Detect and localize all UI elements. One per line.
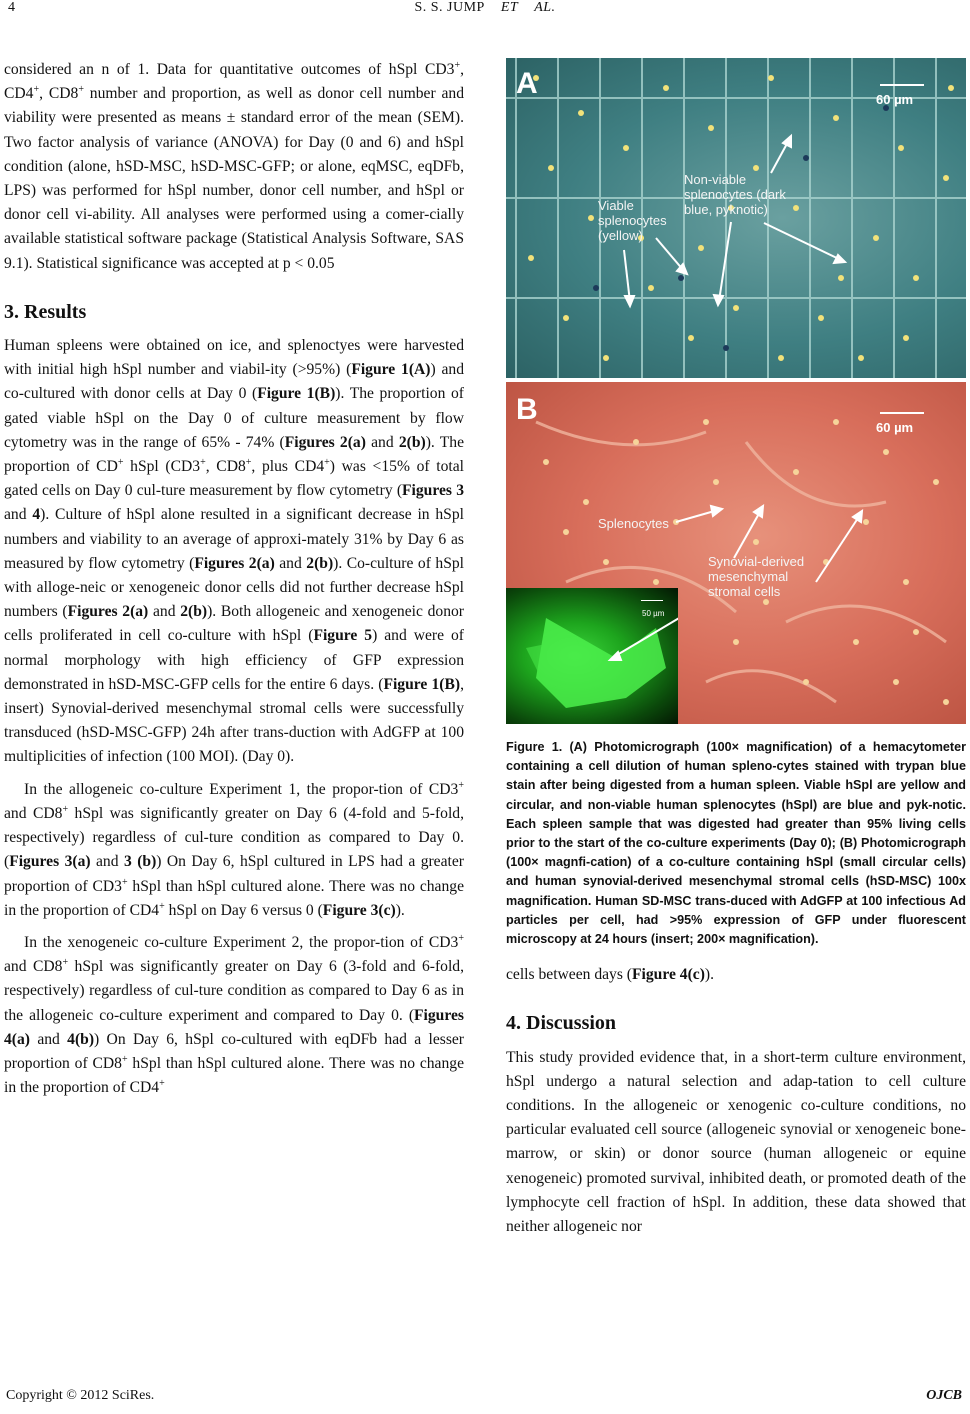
scale-label-a: 60 µm (876, 92, 914, 107)
journal-abbrev: OJCB (926, 1388, 962, 1403)
paragraph-results-3: In the xenogeneic co-culture Experiment 2, the propor-tion of CD3+ and CD8+ hSpl was significantly greater on Day 6 (3-fold and 6-fold, respectively) regardless of cul-ture condition as compared to Day 6 as in the allogeneic co-culture experiment and compared to Day 0. (Figures 4(a) and 4(b)) On Day 6, hSpl co-cultured with eqDFb had a lesser proportion of CD8+ hSpl than hSpl cultured alone. There was no change in the proportion of CD4+ (4, 932, 465, 1097)
panel-label-a: A (516, 67, 538, 100)
page-header (0, 0, 970, 22)
right-column (506, 58, 966, 1239)
scale-bar-b (880, 412, 924, 414)
paragraph-discussion: This study provided evidence that, in a short-term culture environment, hSpl undergo a natural selection and adap-tation to cell culture conditions. In the allogeneic or xenogenic co-culture conditions, no particular evaluated cell source (allogeneic synovial or xenogeneic bone-marrow, or skin) or donor source (human allogeneic or equine xenogeneic) promoted survival, inhibited death, or promoted death of the lymphocyte cell fraction of hSpl. In addition, these data showed that neither allogeneic nor (506, 1048, 966, 1236)
figure-1 (506, 58, 966, 724)
paragraph-results-1: Human spleens were obtained on ice, and splenoctyes were harvested with initial high hSpl number and viabil-ity (>95%) (Figure 1(A)) and co-cultured with donor cells at Day 0 (Figure 1(B)). The proportion of gated viable hSpl on the Day 0 of culture measurement by flow cytometry was in the range of 65% - 74% (Figures 2(a) and 2(b)). The proportion of CD+ hSpl (CD3+, CD8+, plus CD4+) was <15% of total gated cells on Day 0 cul-ture measurement by flow cytometry (Figures 3 and 4). Culture of hSpl alone resulted in a significant decrease in hSpl numbers and viability to an average of approxi-mately 31% by Day 6 as measured by flow cytometry (Figures 2(a) and 2(b)). Co-culture of hSpl with alloge-neic or xenogeneic donor cells did not further decrease hSpl numbers (Figures 2(a) and 2(b)). Both allogeneic and xenogeneic donor cells proliferated in cell co-culture with hSpl (Figure 5) and were of normal morphology with high efficiency of GFP expression demonstrated in hSD-MSC-GFP cells for the entire 6 days. (Figure 1(B), insert) Synovial-derived mesenchymal stromal cells were successfully transduced (hSD-MSC-GFP) 24h after trans-duction with AdGFP at 100 multiplicities of infection (100 MOI). (Day 0). (4, 337, 465, 766)
paragraph-results-2: In the allogeneic co-culture Experiment 1, the propor-tion of CD3+ and CD8+ hSpl was significantly greater on Day 6 (4-fold and 5-fold, respectively) regardless of cul-ture condition as compared to Day 0. (Figures 3(a) and 3 (b)) On Day 6, hSpl cultured in LPS had a greater proportion of CD3+ hSpl than hSpl cultured alone. There was no change in the proportion of CD4+ hSpl on Day 6 versus 0 (Figure 3(c)). (4, 779, 465, 919)
scale-bar-a (880, 84, 924, 86)
panel-label-b: B (516, 393, 538, 426)
inset-scale-bar (641, 600, 663, 601)
section-heading-results: 3. Results (4, 300, 87, 323)
left-column (4, 58, 464, 1100)
label-viable-splenocytes: Viable splenocytes (yellow) (598, 198, 667, 243)
figure-1-caption: Figure 1. (A) Photomicrograph (100× magnification) of a hemacytometer containing a cell dilution of human spleno-cytes stained with trypan blue stain after being digested from a human spleen. Viable hSpl are yellow and circular, and non-viable human splenocytes (hSpl) are blue and pyk-notic. Each spleen sample that was digested had greater than 95% living cells prior to the start of the co-culture experiments (Day 0); (B) Photomicrograph (100× magnfi-cation) of a co-culture containing hSpl (small circular cells) and human synovial-derived mesenchymal stromal cells (hSD-MSC) 100x magnification. Human SD-MSC trans-duced with AdGFP at 100 infectious Ad particles per cell, had >95% expression of GFP under fluorescent microscopy at 24 hours (insert; 200× magnification). (506, 740, 966, 947)
page-number: 4 (8, 0, 15, 15)
label-splenocytes: Splenocytes (598, 516, 669, 531)
inset-scale-label: 50 µm (642, 609, 665, 618)
figure-panel-a-photomicrograph (506, 58, 966, 378)
figure-inset-gfp-fluorescence (506, 588, 678, 724)
label-nonviable-splenocytes: Non-viable splenocytes (dark blue, pyknotic) (684, 172, 786, 217)
section-heading-discussion: 4. Discussion (506, 1012, 617, 1035)
paragraph-methods-end: considered an n of 1. Data for quantitative outcomes of hSpl CD3+, CD4+, CD8+ number and proportion, as well as donor cell number and viability were presented as means ± standard error of the mean (SEM). Two factor analysis of variance (ANOVA) for Day (0 and 6) and hSpl condition (alone, hSD-MSC, hSD-MSC-GFP; or alone, eqMSC, eqDFb, LPS) was performed for hSpl number, donor cell number, and hSpl or donor cell vi-ability. All analyses were performed using a comer-cially available statistical software package (Statistical Analysis Software, SAS 9.1). Statistical significance was accepted at p < 0.05 (4, 59, 464, 272)
running-authors: S. S. JUMP ET AL. (414, 0, 556, 15)
label-synovial-msc: Synovial-derived mesenchymal stromal cells (708, 554, 805, 599)
scale-label-b: 60 µm (876, 420, 914, 435)
paragraph-results-continued: cells between days (Figure 4(c)). (506, 966, 714, 984)
copyright-notice: Copyright © 2012 SciRes. (6, 1388, 155, 1403)
